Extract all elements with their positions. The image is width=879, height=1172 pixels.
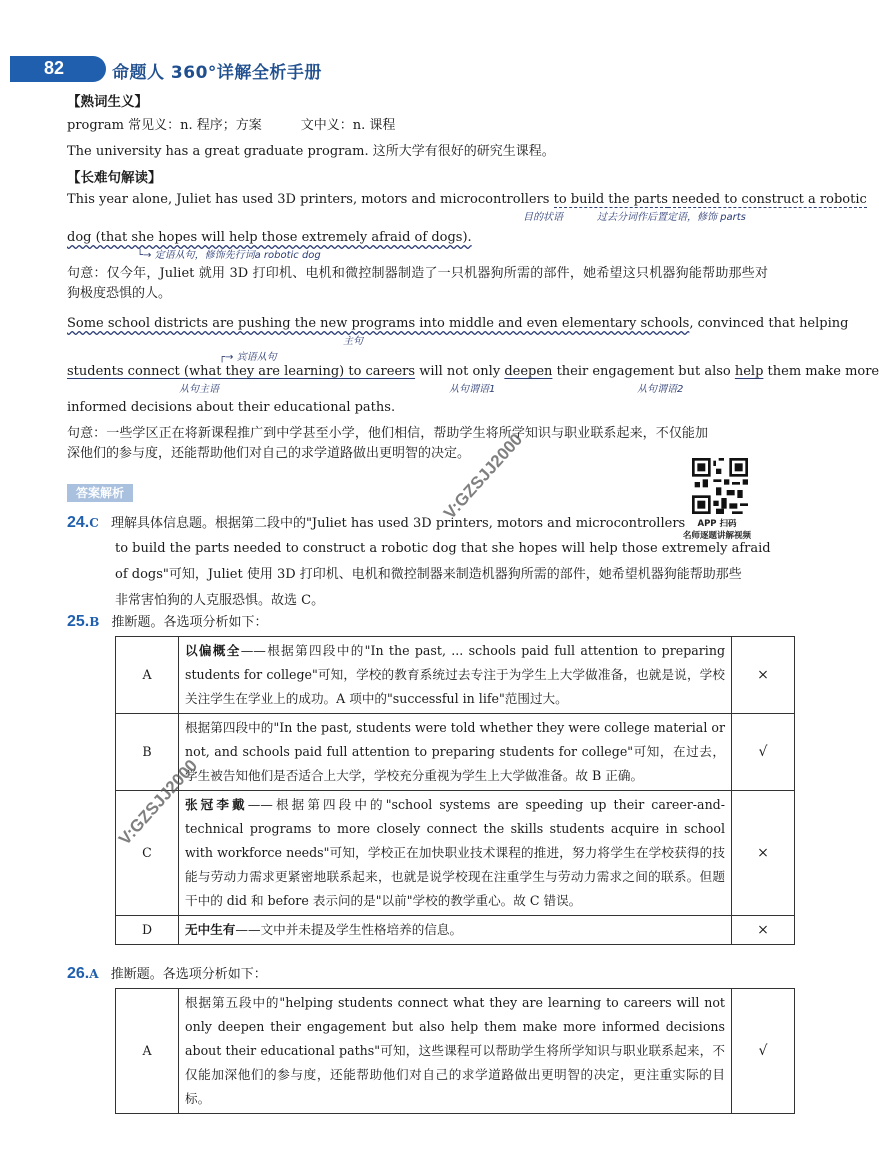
note-clause-predicate-2: 从句谓语2 — [637, 384, 684, 395]
note-participle: 过去分词作后置定语，修饰 parts — [597, 212, 746, 223]
clause-predicate-1: deepen — [504, 364, 553, 379]
table-row: A 根据第五段中的"helping students connect what they are learning to careers will not only deepen their engagement but also help them make more informed decisions about their educational paths"可知，这些课程可以帮助学生将所学知识与职业联系起来，不仅能加深他们的参与度，还能帮助他们对自己的求学道路做出更明智的决定，更注重实际的目标。 √ — [116, 989, 795, 1114]
vocab-section — [67, 92, 768, 162]
note-main-clause: 主句 — [343, 336, 363, 347]
vocab-title: 【熟词生义】 — [67, 94, 148, 110]
q24-explanation: to build the parts needed to construct a robotic dog that she hopes will help those extremely afraid of dogs"可知，Juliet 使用 3D 打印机、电机和微控制器来制造机器狗所需的部件，她希望机器狗能帮助那些 非常害怕狗的人克服恐惧。故选 C。 — [115, 541, 771, 608]
book-title: 命题人 360°详解全析手册 — [112, 63, 322, 83]
note-attributive-clause: └→ 定语从句，修饰先行词a robotic dog — [137, 250, 321, 261]
note-purpose: 目的状语 — [523, 212, 563, 223]
qr-caption: APP 扫码 名师逐题讲解视频 — [682, 519, 751, 541]
question-25: 25.B 推断题。各选项分析如下： — [67, 613, 268, 630]
note-clause-subject: 从句主语 — [179, 384, 219, 395]
sentence1-line2: dog (that she hopes will help those extremely afraid of dogs). — [67, 230, 472, 245]
sentence2-line3: informed decisions about their educational paths. — [67, 400, 396, 415]
sentence2-line2: students connect (what they are learning) to careers will not only deepen their engagement but also help them make more — [67, 364, 879, 379]
page-header — [10, 52, 350, 86]
table-row: D 无中生有——文中并未提及学生性格培养的信息。 × — [116, 916, 795, 945]
answer-section-tab: 答案解析 — [67, 484, 133, 502]
vocab-meaning: program 常见义：n. 程序；方案 文中义：n. 课程 — [67, 118, 396, 133]
q25-number: 25. — [67, 613, 90, 630]
participle-attribute: needed to construct a robotic — [667, 192, 867, 207]
clause-subject: students connect (what they are learning) to careers — [67, 364, 416, 379]
question-26: 26.A 推断题。各选项分析如下： — [67, 965, 267, 982]
q26-number: 26. — [67, 965, 90, 982]
q25-answer: B — [89, 615, 100, 629]
watermark: V:GZSJJ2000 — [440, 429, 527, 523]
note-object-clause: ┌→ 宾语从句 — [219, 352, 277, 363]
note-clause-predicate-1: 从句谓语1 — [449, 384, 496, 395]
q24-answer: C — [89, 516, 99, 530]
question-24: 24.C 理解具体信息题。根据第二段中的"Juliet has used 3D printers, motors and microcontrollers — [67, 514, 686, 531]
clause-predicate-2: help — [734, 364, 764, 379]
watermark: V:GZSJJ2000 — [115, 755, 202, 849]
qr-code-icon[interactable] — [692, 458, 748, 514]
q24-number: 24. — [67, 514, 90, 531]
purpose-adverbial: to build the parts — [553, 192, 668, 207]
long-sentence-section — [67, 168, 879, 464]
long-sentence-title: 【长难句解读】 — [67, 170, 162, 186]
q25-options-table — [115, 636, 795, 945]
table-row: B 根据第四段中的"In the past, students were told whether they were college material or not, and schools paid full attention to preparing students for college"可知，在过去，学生被告知他们是否适合上大学，学校充分重视为学生上大学做准备。故 B 正确。 √ — [116, 714, 795, 791]
q26-answer: A — [89, 967, 99, 981]
sentence1-translation: 句意：仅今年，Juliet 就用 3D 打印机、电机和微控制器制造了一只机器狗所需的部件，她希望这只机器狗能帮助那些对狗极度恐惧的人。 — [67, 266, 768, 301]
sentence1-line1: This year alone, Juliet has used 3D printers, motors and microcontrollers to build the parts needed to construct a robotic — [67, 192, 867, 207]
q26-options-table — [115, 988, 795, 1114]
sentence2-line1: Some school districts are pushing the new programs into middle and even elementary schools, convinced that helping — [67, 316, 849, 331]
main-clause: Some school districts are pushing the new programs into middle and even elementary schools — [67, 316, 690, 331]
sentence2-translation: 句意：一些学区正在将新课程推广到中学甚至小学，他们相信，帮助学生将所学知识与职业联系起来，不仅能加深他们的参与度，还能帮助他们对自己的求学道路做出更明智的决定。 — [67, 426, 708, 461]
vocab-example: The university has a great graduate program. 这所大学有很好的研究生课程。 — [67, 144, 555, 159]
table-row: C 张冠李戴——根据第四段中的"school systems are speeding up their career-and-technical programs to more closely connect the skills students acquire in school with workforce needs"可知，学校正在加快职业技术课程的推进，努力将学生在学校获得的技能与劳动力需求更紧密地联系起来，也就是说学校现在注重学生与劳动力需求之间的联系。但题干中的 did 和 before 表示问的是"以前"学校的教学重心。故 C 错误。 × — [116, 791, 795, 916]
page-number: 82 — [44, 58, 65, 78]
table-row: A 以偏概全——根据第四段中的"In the past, ... schools paid full attention to preparing students for college"可知，学校的教育系统过去专注于为学生上大学做准备，也就是说，学校关注学生在学业上的成功。A 项中的"successful in life"范围过大。 × — [116, 637, 795, 714]
